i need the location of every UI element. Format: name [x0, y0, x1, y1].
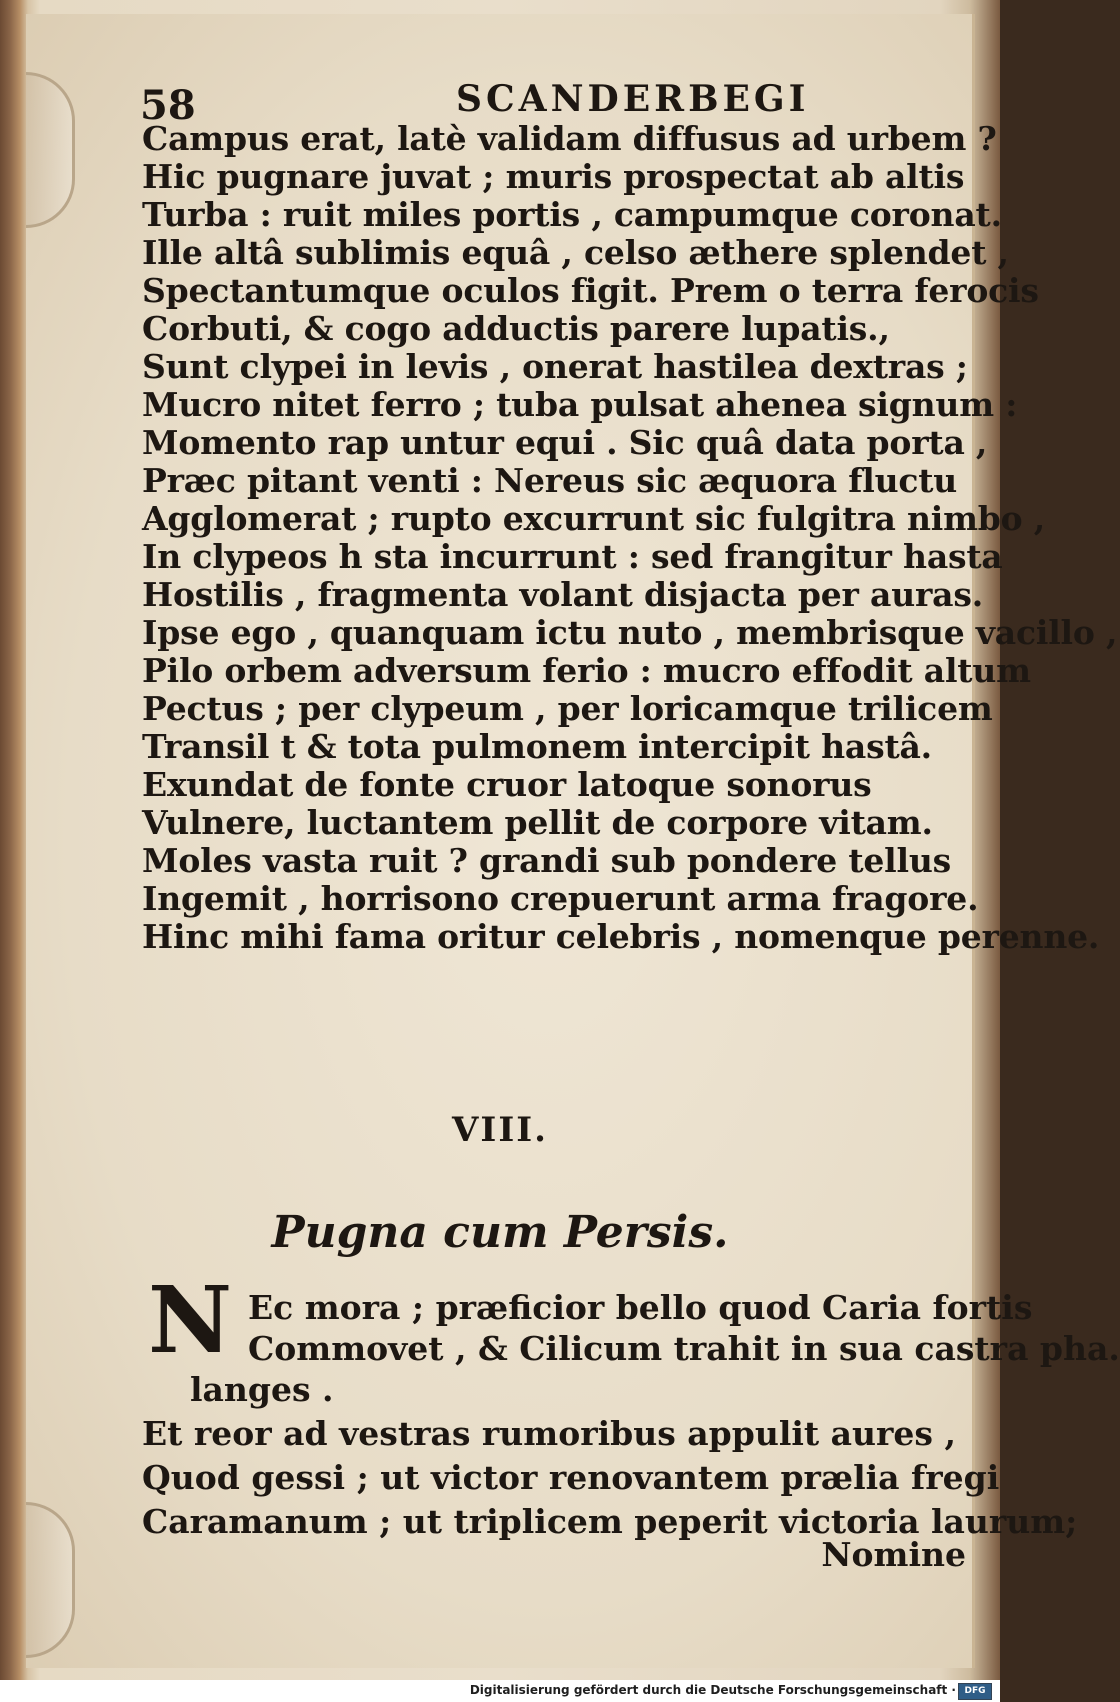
paragraph-line: Ec mora ; præficior bello quod Caria fortis: [248, 1288, 1033, 1327]
section-heading: Pugna cum Persis.: [271, 1207, 729, 1258]
verse-line: Hic pugnare juvat ; muris prospectat ab altis: [142, 157, 965, 196]
verse-line: In clypeos h sta incurrunt : sed frangitur hasta: [142, 537, 1003, 576]
verse-line: Pilo orbem adversum ferio : mucro effodit altum: [142, 651, 1031, 690]
verse-line: Quod gessi ; ut victor renovantem prælia fregi: [142, 1458, 1000, 1497]
verse-line: Agglomerat ; rupto excurrunt sic fulgitra nimbo ,: [142, 499, 1046, 538]
digitization-footer: [0, 1680, 1000, 1702]
page-number: 58: [140, 82, 196, 129]
verse-line: Turba : ruit miles portis , campumque coronat.: [142, 195, 1002, 234]
verse-line: Momento rap untur equi . Sic quâ data porta ,: [142, 423, 988, 462]
verse-line: Ille altâ sublimis equâ , celso æthere splendet ,: [142, 233, 1009, 272]
paragraph-line: Commovet , & Cilicum trahit in sua castra pha.: [248, 1329, 1120, 1368]
catchword: Nomine: [821, 1535, 966, 1574]
verse-line: Exundat de fonte cruor latoque sonorus: [142, 765, 872, 804]
footer-credit: Digitalisierung gefördert durch die Deutsche Forschungsgemeinschaft ·: [469, 1683, 956, 1697]
verse-line: Vulnere, luctantem pellit de corpore vitam.: [142, 803, 933, 842]
verse-block: [142, 119, 1118, 956]
verse-line: Hinc mihi fama oritur celebris , nomenque perenne.: [142, 917, 1100, 956]
verse-line: Transil t & tota pulmonem intercipit hastâ.: [142, 727, 932, 766]
verse-line: Ingemit , horrisono crepuerunt arma fragore.: [142, 879, 979, 918]
dfg-logo: DFG: [958, 1683, 992, 1700]
verse-line: Præc pitant venti : Nereus sic æquora fluctu: [142, 461, 958, 500]
verse-line: Mucro nitet ferro ; tuba pulsat ahenea signum :: [142, 385, 1018, 424]
drop-capital: N: [148, 1266, 233, 1374]
verse-line: Caramanum ; ut triplicem peperit victoria laurum;: [142, 1502, 1078, 1541]
section-number: VIII.: [452, 1110, 548, 1150]
verse-line: Sunt clypei in levis , onerat hastilea dextras ;: [142, 347, 968, 386]
verse-line: Spectantumque oculos figit. Prem o terra ferocis: [142, 271, 1039, 310]
verse-line: Moles vasta ruit ? grandi sub pondere tellus: [142, 841, 952, 880]
verse-line: Corbuti, & cogo adductis parere lupatis.,: [142, 309, 890, 348]
verse-line: Et reor ad vestras rumoribus appulit aures ,: [142, 1414, 956, 1453]
verse-line: Campus erat, latè validam diffusus ad urbem ?: [142, 119, 997, 158]
running-title: SCANDERBEGI: [456, 78, 810, 120]
page-clip-top: [26, 72, 75, 228]
verse-line: Pectus ; per clypeum , per loricamque trilicem: [142, 689, 993, 728]
page-clip-bottom: [26, 1502, 75, 1658]
paragraph-line: langes .: [190, 1370, 334, 1409]
verse-line: Hostilis , fragmenta volant disjacta per auras.: [142, 575, 984, 614]
verse-line: Ipse ego , quanquam ictu nuto , membrisque vacillo ,: [142, 613, 1118, 652]
verse-block-2: [142, 1412, 1077, 1544]
